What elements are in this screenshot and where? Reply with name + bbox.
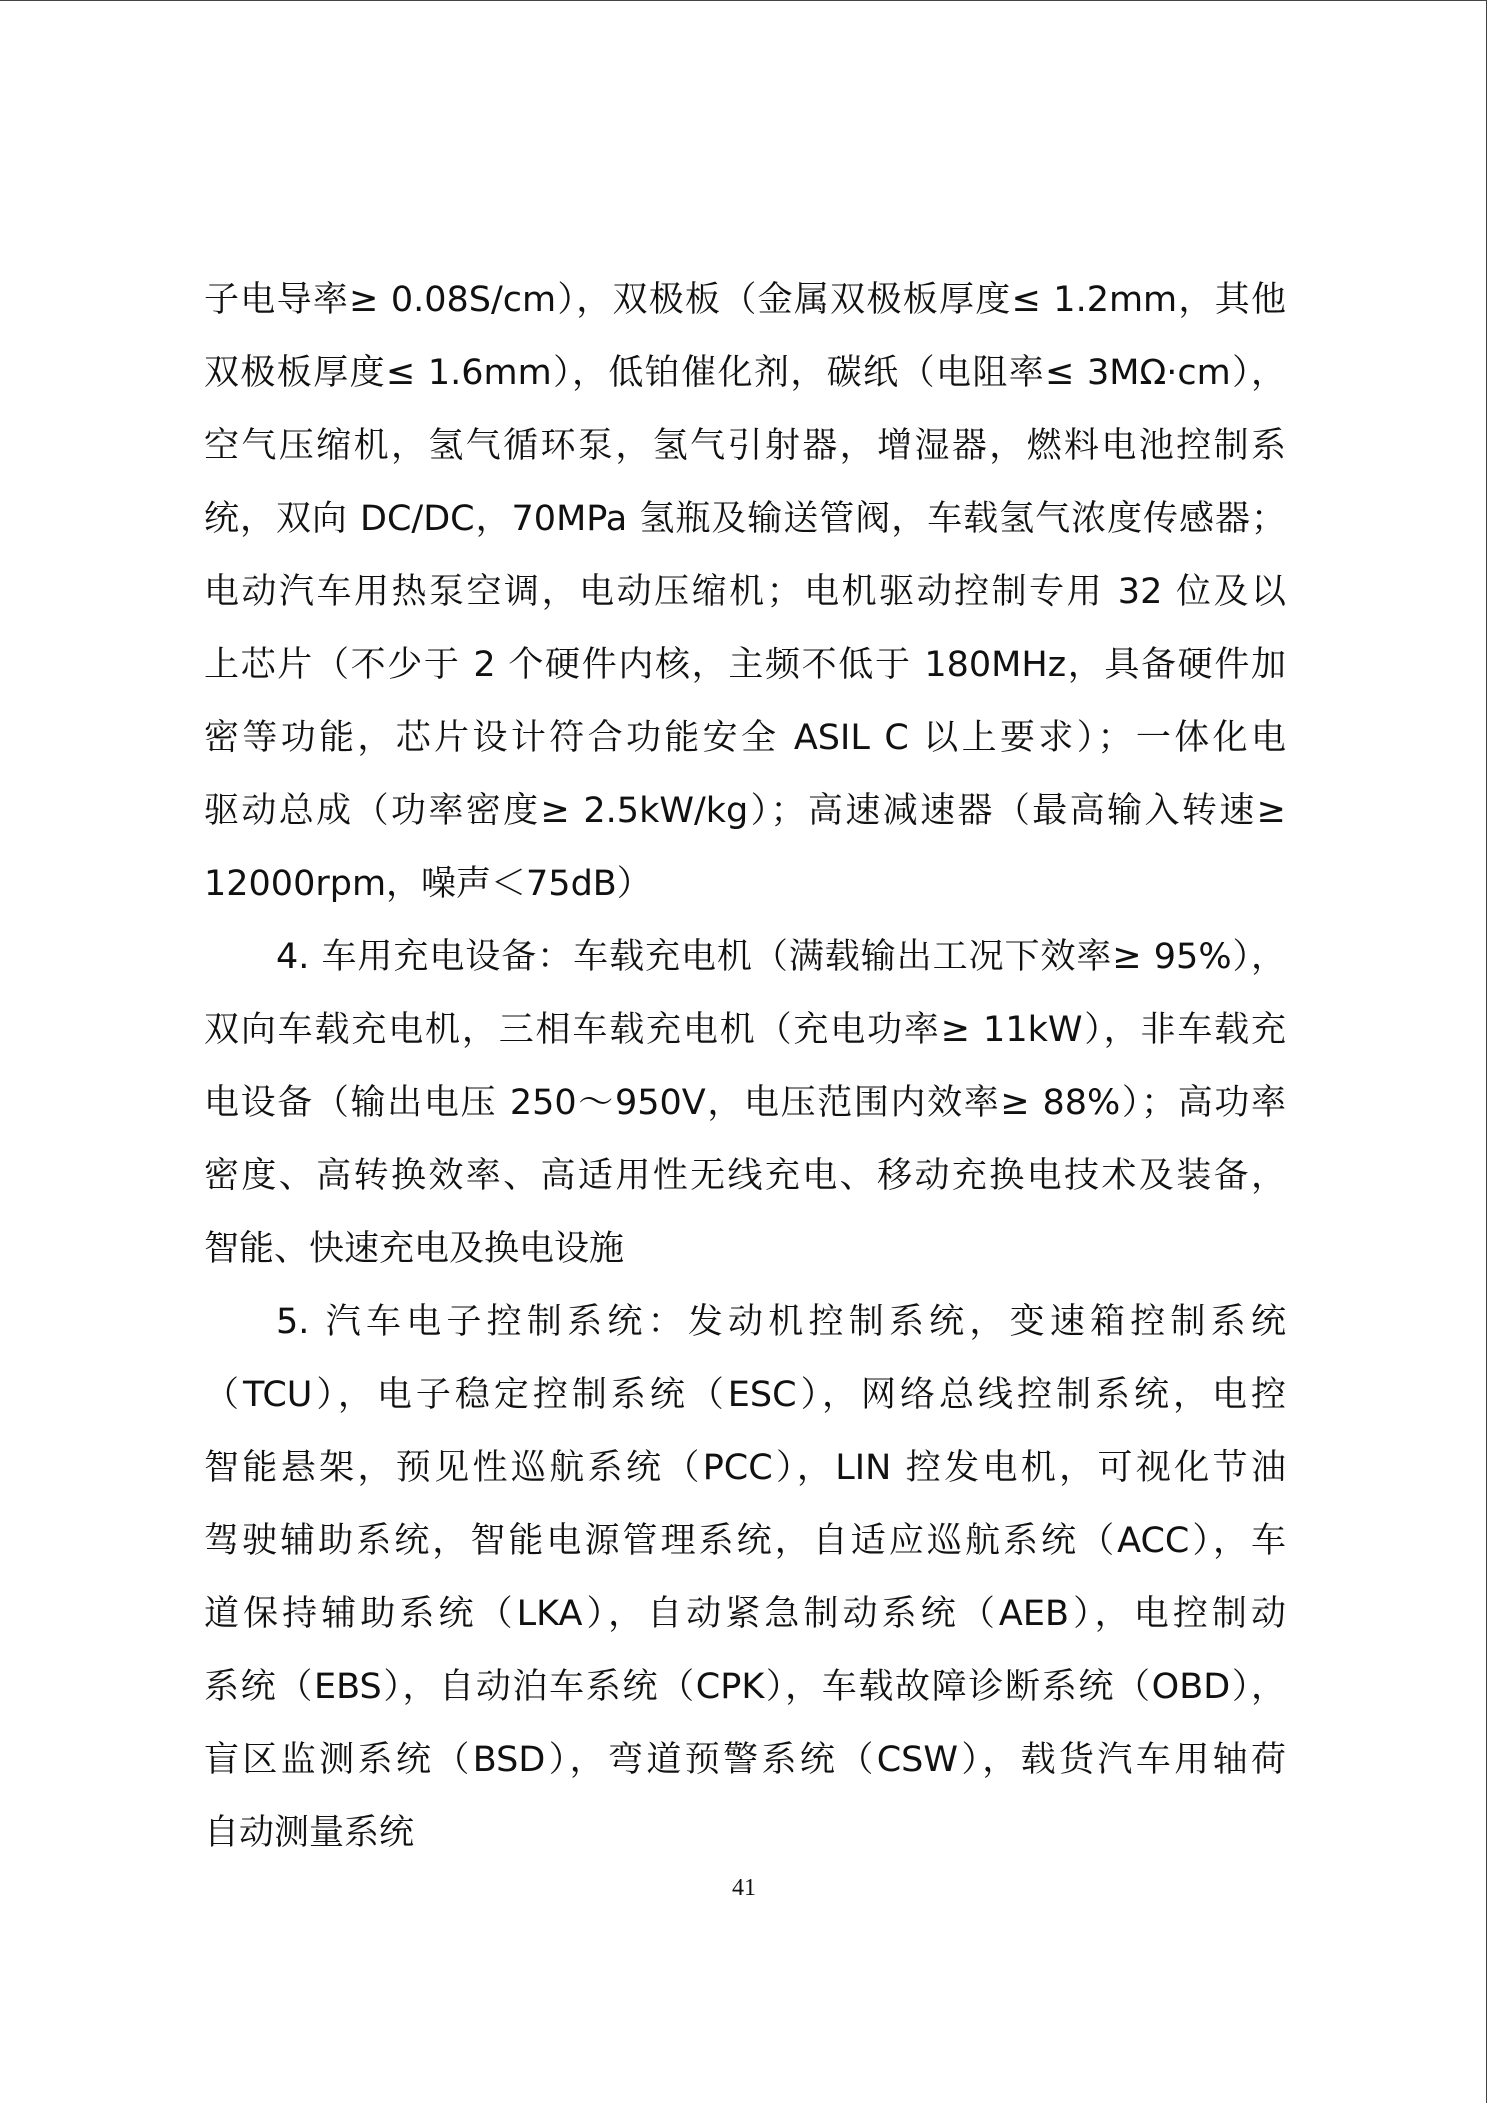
text-line: 统，双向 DC/DC，70MPa 氢瓶及输送管阀，车载氢气浓度传感器； xyxy=(204,499,1286,539)
text-line: 盲区监测系统（BSD），弯道预警系统（CSW），载货汽车用轴荷 xyxy=(204,1740,1286,1780)
text-line: 空气压缩机，氢气循环泵，氢气引射器，增湿器，燃料电池控制系 xyxy=(204,426,1286,466)
text-line: 上芯片（不少于 2 个硬件内核，主频不低于 180MHz，具备硬件加 xyxy=(204,645,1286,685)
text-line: 自动测量系统 xyxy=(204,1813,415,1853)
text-line: 道保持辅助系统（LKA），自动紧急制动系统（AEB），电控制动 xyxy=(204,1594,1286,1634)
text-line: 驱动总成（功率密度≥ 2.5kW/kg）；高速减速器（最高输入转速≥ xyxy=(204,791,1286,831)
document-body xyxy=(204,264,1286,1870)
text-line: 12000rpm，噪声＜75dB） xyxy=(204,864,652,904)
section-heading-4: 4. 车用充电设备：车载充电机（满载输出工况下效率≥ 95%）， xyxy=(276,937,1286,977)
text-line: 子电导率≥ 0.08S/cm），双极板（金属双极板厚度≤ 1.2mm，其他 xyxy=(204,280,1286,320)
text-line: 电设备（输出电压 250～950V，电压范围内效率≥ 88%）；高功率 xyxy=(204,1083,1286,1123)
text-line: 双向车载充电机，三相车载充电机（充电功率≥ 11kW），非车载充 xyxy=(204,1010,1286,1050)
text-line: 系统（EBS），自动泊车系统（CPK），车载故障诊断系统（OBD）， xyxy=(204,1667,1286,1707)
text-line: 电动汽车用热泵空调，电动压缩机；电机驱动控制专用 32 位及以 xyxy=(204,572,1286,612)
text-line: 密等功能，芯片设计符合功能安全 ASIL C 以上要求）；一体化电 xyxy=(204,718,1286,758)
page-number: 41 xyxy=(732,1875,756,1901)
text-line: 智能悬架，预见性巡航系统（PCC），LIN 控发电机，可视化节油 xyxy=(204,1448,1286,1488)
text-line: （TCU），电子稳定控制系统（ESC），网络总线控制系统，电控 xyxy=(204,1375,1286,1415)
text-line: 双极板厚度≤ 1.6mm），低铂催化剂，碳纸（电阻率≤ 3MΩ·cm）， xyxy=(204,353,1286,393)
section-heading-5: 5. 汽车电子控制系统：发动机控制系统，变速箱控制系统 xyxy=(276,1302,1286,1342)
text-line: 智能、快速充电及换电设施 xyxy=(204,1229,625,1269)
text-line: 驾驶辅助系统，智能电源管理系统，自适应巡航系统（ACC），车 xyxy=(204,1521,1286,1561)
text-line: 密度、高转换效率、高适用性无线充电、移动充换电技术及装备， xyxy=(204,1156,1286,1196)
